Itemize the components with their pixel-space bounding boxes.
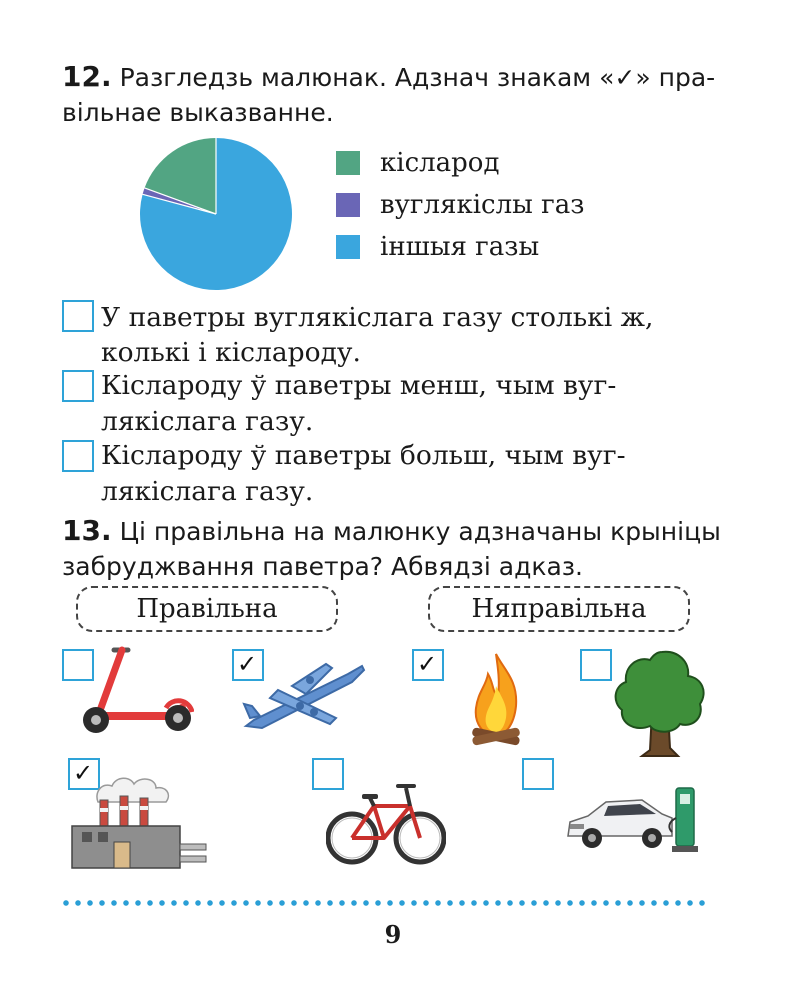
legend-label: вуглякіслы газ xyxy=(380,190,585,220)
checkmark-icon: ✓ xyxy=(73,759,94,787)
bicycle-icon xyxy=(326,774,446,870)
checkmark-icon: ✓ xyxy=(237,650,258,678)
task-12-line-1 xyxy=(62,60,715,95)
legend-item-other-gases xyxy=(336,232,539,262)
answer-incorrect-option[interactable]: Няправільна xyxy=(428,586,690,632)
campfire-checkbox[interactable] xyxy=(412,649,444,681)
task-12-text: Разгледзь малюнак. Адзнач знакам «✓» пра- xyxy=(119,63,716,92)
task-12-number: 12. xyxy=(62,60,112,93)
statement-1-line-2: колькі і кіслароду. xyxy=(101,337,361,368)
statement-1-checkbox[interactable] xyxy=(62,300,94,332)
legend-item-oxygen xyxy=(336,148,499,178)
scooter-icon xyxy=(74,646,194,738)
checkmark-icon: ✓ xyxy=(417,650,438,678)
legend-label: кісларод xyxy=(380,148,500,178)
task-13-line-2: забруджвання паветра? Абвядзі адказ. xyxy=(62,552,584,581)
statement-1-line-1: У паветры вуглякіслага газу столькі ж, xyxy=(101,302,654,333)
statement-2-checkbox[interactable] xyxy=(62,370,94,402)
legend-swatch-oxygen xyxy=(336,151,360,175)
tree-icon xyxy=(612,648,712,758)
electric-car-icon xyxy=(564,782,700,860)
statement-3-line-2: лякіслага газу. xyxy=(101,476,314,507)
statement-3-checkbox[interactable] xyxy=(62,440,94,472)
page-number: 9 xyxy=(384,920,402,949)
factory-icon xyxy=(68,772,208,872)
task-12-line-2: вільнае выказванне. xyxy=(62,98,334,127)
task-13-number: 13. xyxy=(62,514,112,547)
legend-swatch-carbon-dioxide xyxy=(336,193,360,217)
tree-checkbox[interactable] xyxy=(580,649,612,681)
task-13-text: Ці правільна на малюнку адзначаны крыніцы xyxy=(119,517,721,546)
legend-swatch-other-gases xyxy=(336,235,360,259)
electric-car-checkbox[interactable] xyxy=(522,758,554,790)
legend-item-carbon-dioxide xyxy=(336,190,584,220)
statement-2-line-1: Кіслароду ў паветры менш, чым вуг- xyxy=(101,370,617,401)
legend-label: іншыя газы xyxy=(380,232,540,262)
task-13-line-1 xyxy=(62,514,721,549)
air-composition-pie-chart xyxy=(138,136,294,292)
answer-correct-option[interactable]: Правільна xyxy=(76,586,338,632)
statement-2-line-2: лякіслага газу. xyxy=(101,406,314,437)
dotted-divider xyxy=(60,900,710,906)
statement-3-line-1: Кіслароду ў паветры больш, чым вуг- xyxy=(101,440,626,471)
airplane-icon xyxy=(240,656,368,738)
campfire-icon xyxy=(468,652,524,750)
